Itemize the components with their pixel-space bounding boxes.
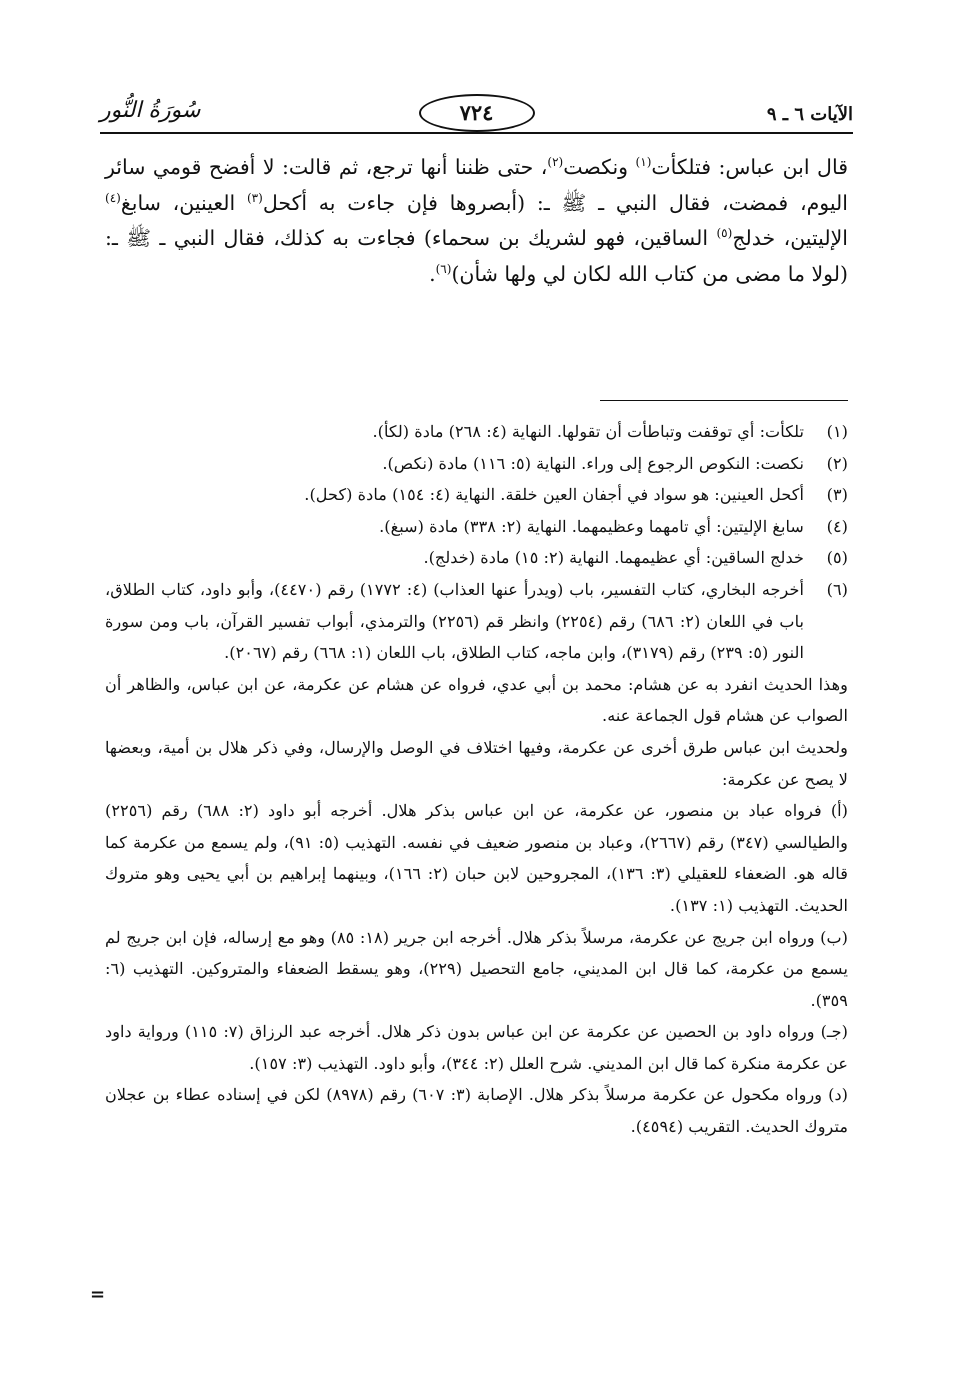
footnote-item xyxy=(105,574,848,669)
footnote-item xyxy=(105,479,848,511)
footnote-number: (٢) xyxy=(826,453,848,473)
main-text-segment: العينين، سابغ xyxy=(120,190,247,215)
footnotes xyxy=(105,416,848,1143)
main-text-segment: . xyxy=(429,261,436,286)
footnote-number: (٥) xyxy=(826,548,848,568)
footnote-number: (١) xyxy=(826,422,848,441)
footnote-number: (٤) xyxy=(826,516,848,536)
footnote-paragraph: ولحديث ابن عباس طرق أخرى عن عكرمة، وفيها اختلاف في الوصل والإرسال، وفي ذكر هلال بن أمية، وبعضها لا يصح عن عكرمة: xyxy=(105,737,848,789)
footnote-text: تلكأت: أي توقفت وتباطأت أن تقولها. النهاية (٤: ٢٦٨) مادة (لكأ). xyxy=(372,422,804,441)
main-text-segment: الساقين، فهو لشريك بن سحماء) فجاءت به كذلك، فقال النبي ـ ﷺ ـ: (لولا ما مضى من كتاب الله لكان لي ولها شأن) xyxy=(105,226,848,286)
footnote-ref: (٣) xyxy=(246,190,263,205)
footnote-text: نكصت: النكوص الرجوع إلى وراء. النهاية (٥: ١١٦) مادة (نكص). xyxy=(382,453,804,473)
footnote-number: (٣) xyxy=(826,485,848,505)
footnote-item xyxy=(105,542,848,574)
footnote-paragraph: (ب) ورواه ابن جريج عن عكرمة، مرسلاً بذكر هلال. أخرجه ابن جرير (١٨: ٨٥) وهو مع إرساله، فإن ابن جريج لم يسمع من عكرمة، كما قال ابن المديني، جامع التحصيل (٢٢٩)، وهو يسقط الضعفاء والمتروكين. التهذيب (٦: ٣٥٩). xyxy=(105,927,849,1010)
footnote-paragraph: (أ) فرواه عباد بن منصور، عن عكرمة، عن ابن عباس بذكر هلال. أخرجه أبو داود (٢: ٦٨٨) رقم (٢٢٥٦) والطيالسي (٣٤٧) رقم (٢٦٦٧)، وعباد بن منصور ضعيف في نفسه. التهذيب (٥: ٩١)، ولم يسمع من عكرمة كما قاله هو. الضعفاء للعقيلي (٣: ١٣٦)، المجروحين لابن حبان (٢: ١٦٦)، وبينهما إبراهيم بن أبي يحيى وهو متروك الحديث. التهذيب (١: ١٣٧). xyxy=(105,801,848,915)
footnote-item xyxy=(105,511,848,543)
continuation-mark: = xyxy=(90,1284,106,1305)
footnote-text: خدلج الساقين: أي عظيمهما. النهاية (٢: ١٥) مادة (خدلج). xyxy=(423,548,804,568)
footnote-ref: (٦) xyxy=(435,261,452,276)
footnote-paragraph: (جـ) ورواه داود بن الحصين عن عكرمة عن ابن عباس بدون ذكر هلال. أخرجه عبد الرزاق (٧: ١١٥) ورواية داود عن عكرمة منكرة كما قال ابن المديني. شرح العلل (٢: ٣٤٤)، وأبو داود. التهذيب (٣: ١٥٧). xyxy=(105,1022,848,1073)
footnote-paragraph: (د) ورواه مكحول عن عكرمة مرسلاً بذكر هلال. الإصابة (٣: ٦٠٧) رقم (٨٩٧٨) لكن في إسناده عطاء بن عجلان متروك الحديث. التقريب (٤٥٩٤). xyxy=(105,1085,848,1137)
footnote-ref: (٤) xyxy=(105,190,121,205)
footnote-ref: (٥) xyxy=(716,226,733,241)
main-text-segment: قال ابن عباس: فتلكأت xyxy=(651,155,848,179)
footnote-number: (٦) xyxy=(826,579,848,599)
page-number: ٧٢٤ xyxy=(419,94,535,132)
footnote-text: أكحل العينين: هو سواد في أجفان العين خلقة. النهاية (٤: ١٥٤) مادة (كحل). xyxy=(304,485,804,505)
footnote-item xyxy=(105,448,848,480)
footnote-text: سابغ الإليتين: أي تامهما وعظيمهما. النهاية (٢: ٣٣٨) مادة (سبغ). xyxy=(379,516,804,536)
header-rule xyxy=(100,132,853,134)
footnote-text: أخرجه البخاري، كتاب التفسير، باب (ويدرأ عنها العذاب) (٤: ١٧٧٢) رقم (٤٤٧٠)، وأبو داود، كتاب الطلاق، باب في اللعان (٢: ٦٨٦) رقم (٢٢٥٤) وانظر قم (٢٢٥٦) والترمذي، أبواب تفسير القرآن، باب ومن سورة النور (٥: ٢٣٩) رقم (٣١٧٩)، وابن ماجه، كتاب الطلاق، باب اللعان (١: ٦٦٨) رقم (٢٠٦٧). xyxy=(105,579,805,663)
page-header xyxy=(100,88,853,136)
footnote-separator xyxy=(600,400,848,401)
main-text-segment: ، حتى ظننا أنها ترجع، ثم قالت: لا أفضح قومي سائر اليوم، فمضت، فقال النبي ـ ﷺ ـ: (أبصروها فإن جاءت به أكحل xyxy=(105,155,848,215)
footnote-ref: (٢) xyxy=(547,155,564,170)
main-text-segment: ونكصت xyxy=(563,155,636,179)
footnote-paragraph: وهذا الحديث انفرد به عن هشام: محمد بن أبي عدي، فرواه عن هشام عن عكرمة، عن ابن عباس، والظاهر أن الصواب عن هشام قول الجماعة عنه. xyxy=(105,674,848,726)
main-text-segment: الإليتين، خدلج xyxy=(732,226,848,250)
surah-name: سُورَةُ النُّور xyxy=(100,98,201,123)
footnote-ref: (١) xyxy=(635,155,652,170)
verses-range: الآيات ٦ ـ ٩ xyxy=(766,104,853,125)
footnote-item xyxy=(105,416,848,448)
main-text xyxy=(105,150,848,292)
